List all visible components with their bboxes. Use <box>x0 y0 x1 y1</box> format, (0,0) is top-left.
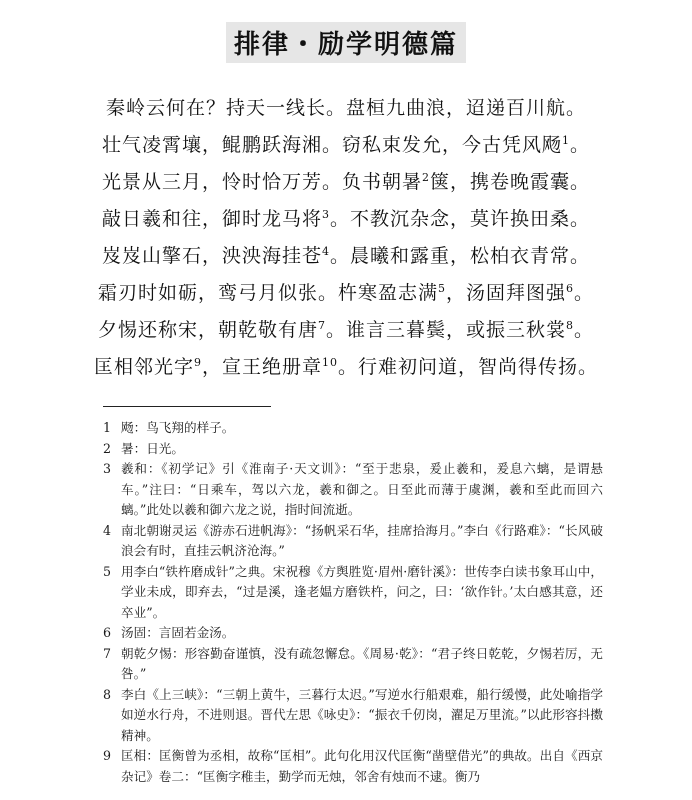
footnote-marker: 10 <box>322 356 338 369</box>
footnote-text: 用李白“铁杵磨成针”之典。宋祝穆《方舆胜览·眉州·磨针溪》：世传李白读书象耳山中，学业未成，即弃去，“过是溪，逢老媪方磨铁杵，问之，曰：‘欲作针。’太白感其意，还卒业”。 <box>121 563 603 620</box>
footnote-marker: 2 <box>422 171 430 184</box>
footnote <box>103 459 603 521</box>
footnote-marker: 3 <box>322 208 330 221</box>
footnotes <box>103 418 603 787</box>
footnote-text: 匡相：匡衡曾为丞相，故称“匡相”。此句化用汉代匡衡“凿壁借光”的典故。出自《西京杂记》卷二：“匡衡字稚圭，勤学而无烛，邻舍有烛而不逮。衡乃 <box>121 748 603 784</box>
footnote-number: 1 <box>103 420 112 435</box>
footnote <box>103 746 603 787</box>
title-wrap <box>0 22 692 63</box>
footnote-number: 7 <box>103 645 112 661</box>
footnote-text: 朝乾夕惕：形容勤奋谨慎，没有疏忽懈怠。《周易·乾》：“君子终日乾乾，夕惕若厉，无咎。” <box>121 645 603 681</box>
poem-line <box>0 164 692 201</box>
footnote-marker: 1 <box>562 134 570 147</box>
footnote-divider <box>103 406 271 407</box>
poem-text: 。 <box>570 134 591 156</box>
footnote-text: 南北朝谢灵运《游赤石进帆海》：“扬帆采石华，挂席拾海月。”李白《行路难》：“长风破浪会有时，直挂云帆济沧海。” <box>121 522 603 558</box>
poem-text: 。行难初问道，智尚得传扬。 <box>338 356 599 378</box>
footnote-number: 2 <box>103 440 112 456</box>
footnote <box>103 439 603 460</box>
footnote-number: 3 <box>103 461 112 476</box>
footnote-number: 8 <box>103 686 112 702</box>
footnote-text: 飏：鸟飞翔的样子。 <box>121 420 235 435</box>
poem-text: 光景从三月，怜时恰万芳。负书朝暑 <box>101 171 422 193</box>
poem-text: 霜刃时如砺，鸾弓月似张。杵寒盈志满 <box>97 282 438 304</box>
page-title: 排律・励学明德篇 <box>226 22 466 63</box>
footnote-marker: 9 <box>193 356 202 369</box>
poem-text: 。谁言三暮鬓，或振三秋裳 <box>325 319 566 341</box>
poem-text: ，汤固拜图强 <box>445 282 566 304</box>
footnote-marker: 4 <box>322 245 330 258</box>
footnote-text: 汤固：言固若金汤。 <box>121 625 235 640</box>
footnote-marker: 5 <box>437 282 446 295</box>
poem-text: 。不教沉杂念，莫许换田桑。 <box>330 208 591 230</box>
poem-line <box>0 349 692 386</box>
footnote-text: 暑：日光。 <box>121 440 184 456</box>
poem <box>0 90 692 386</box>
footnote <box>103 644 603 685</box>
poem-text: ，宣王绝册章 <box>201 356 322 378</box>
poem-line <box>0 90 692 127</box>
poem-text: 。 <box>574 319 595 341</box>
footnote-marker: 8 <box>566 319 574 332</box>
poem-line <box>0 275 692 312</box>
footnote-number: 5 <box>103 563 112 579</box>
poem-text: 匡相邻光字 <box>93 356 194 378</box>
footnote <box>103 685 603 747</box>
poem-line <box>0 127 692 164</box>
footnote <box>103 562 603 624</box>
footnote <box>103 623 603 644</box>
footnote <box>103 521 603 562</box>
poem-text: 。晨曦和露重，松柏衣青常。 <box>330 245 591 267</box>
footnote-number: 6 <box>103 625 112 640</box>
poem-text: 秦岭云何在？持天一线长。盘桓九曲浪，迢递百川航。 <box>105 97 586 119</box>
footnote-text: 李白《上三峡》：“三朝上黄牛，三暮行太迟。”写逆水行船艰难，船行缓慢，此处喻指学如逆水行舟，不进则退。晋代左思《咏史》：“振衣千仞岗，濯足万里流。”以此形容抖擞精神。 <box>121 686 603 743</box>
footnote-marker: 6 <box>566 282 574 295</box>
footnote-text: 羲和：《初学记》引《淮南子·天文训》：“至于悲泉，爰止羲和，爰息六螭，是谓悬车。”注曰：“日乘车，驾以六龙，羲和御之。日至此而薄于虞渊，羲和至此而回六螭。”此处以羲和御六龙之说，指时间流逝。 <box>121 461 603 517</box>
footnote-number: 9 <box>103 748 112 763</box>
poem-line <box>0 201 692 238</box>
poem-text: 夕惕还称宋，朝乾敬有唐 <box>97 319 318 341</box>
footnote-marker: 7 <box>317 319 326 332</box>
footnote-number: 4 <box>103 522 112 538</box>
poem-text: 箧，携卷晚霞囊。 <box>430 171 591 193</box>
poem-text: 壮气凌霄壤，鲲鹏跃海湘。窃私束发允，今古凭风飏 <box>101 134 562 156</box>
poem-text: 。 <box>574 282 595 304</box>
footnote <box>103 418 603 439</box>
poem-text: 敲日羲和往，御时龙马将 <box>101 208 322 230</box>
poem-text: 岌岌山擎石，泱泱海挂苍 <box>101 245 322 267</box>
poem-line <box>0 238 692 275</box>
poem-line <box>0 312 692 349</box>
